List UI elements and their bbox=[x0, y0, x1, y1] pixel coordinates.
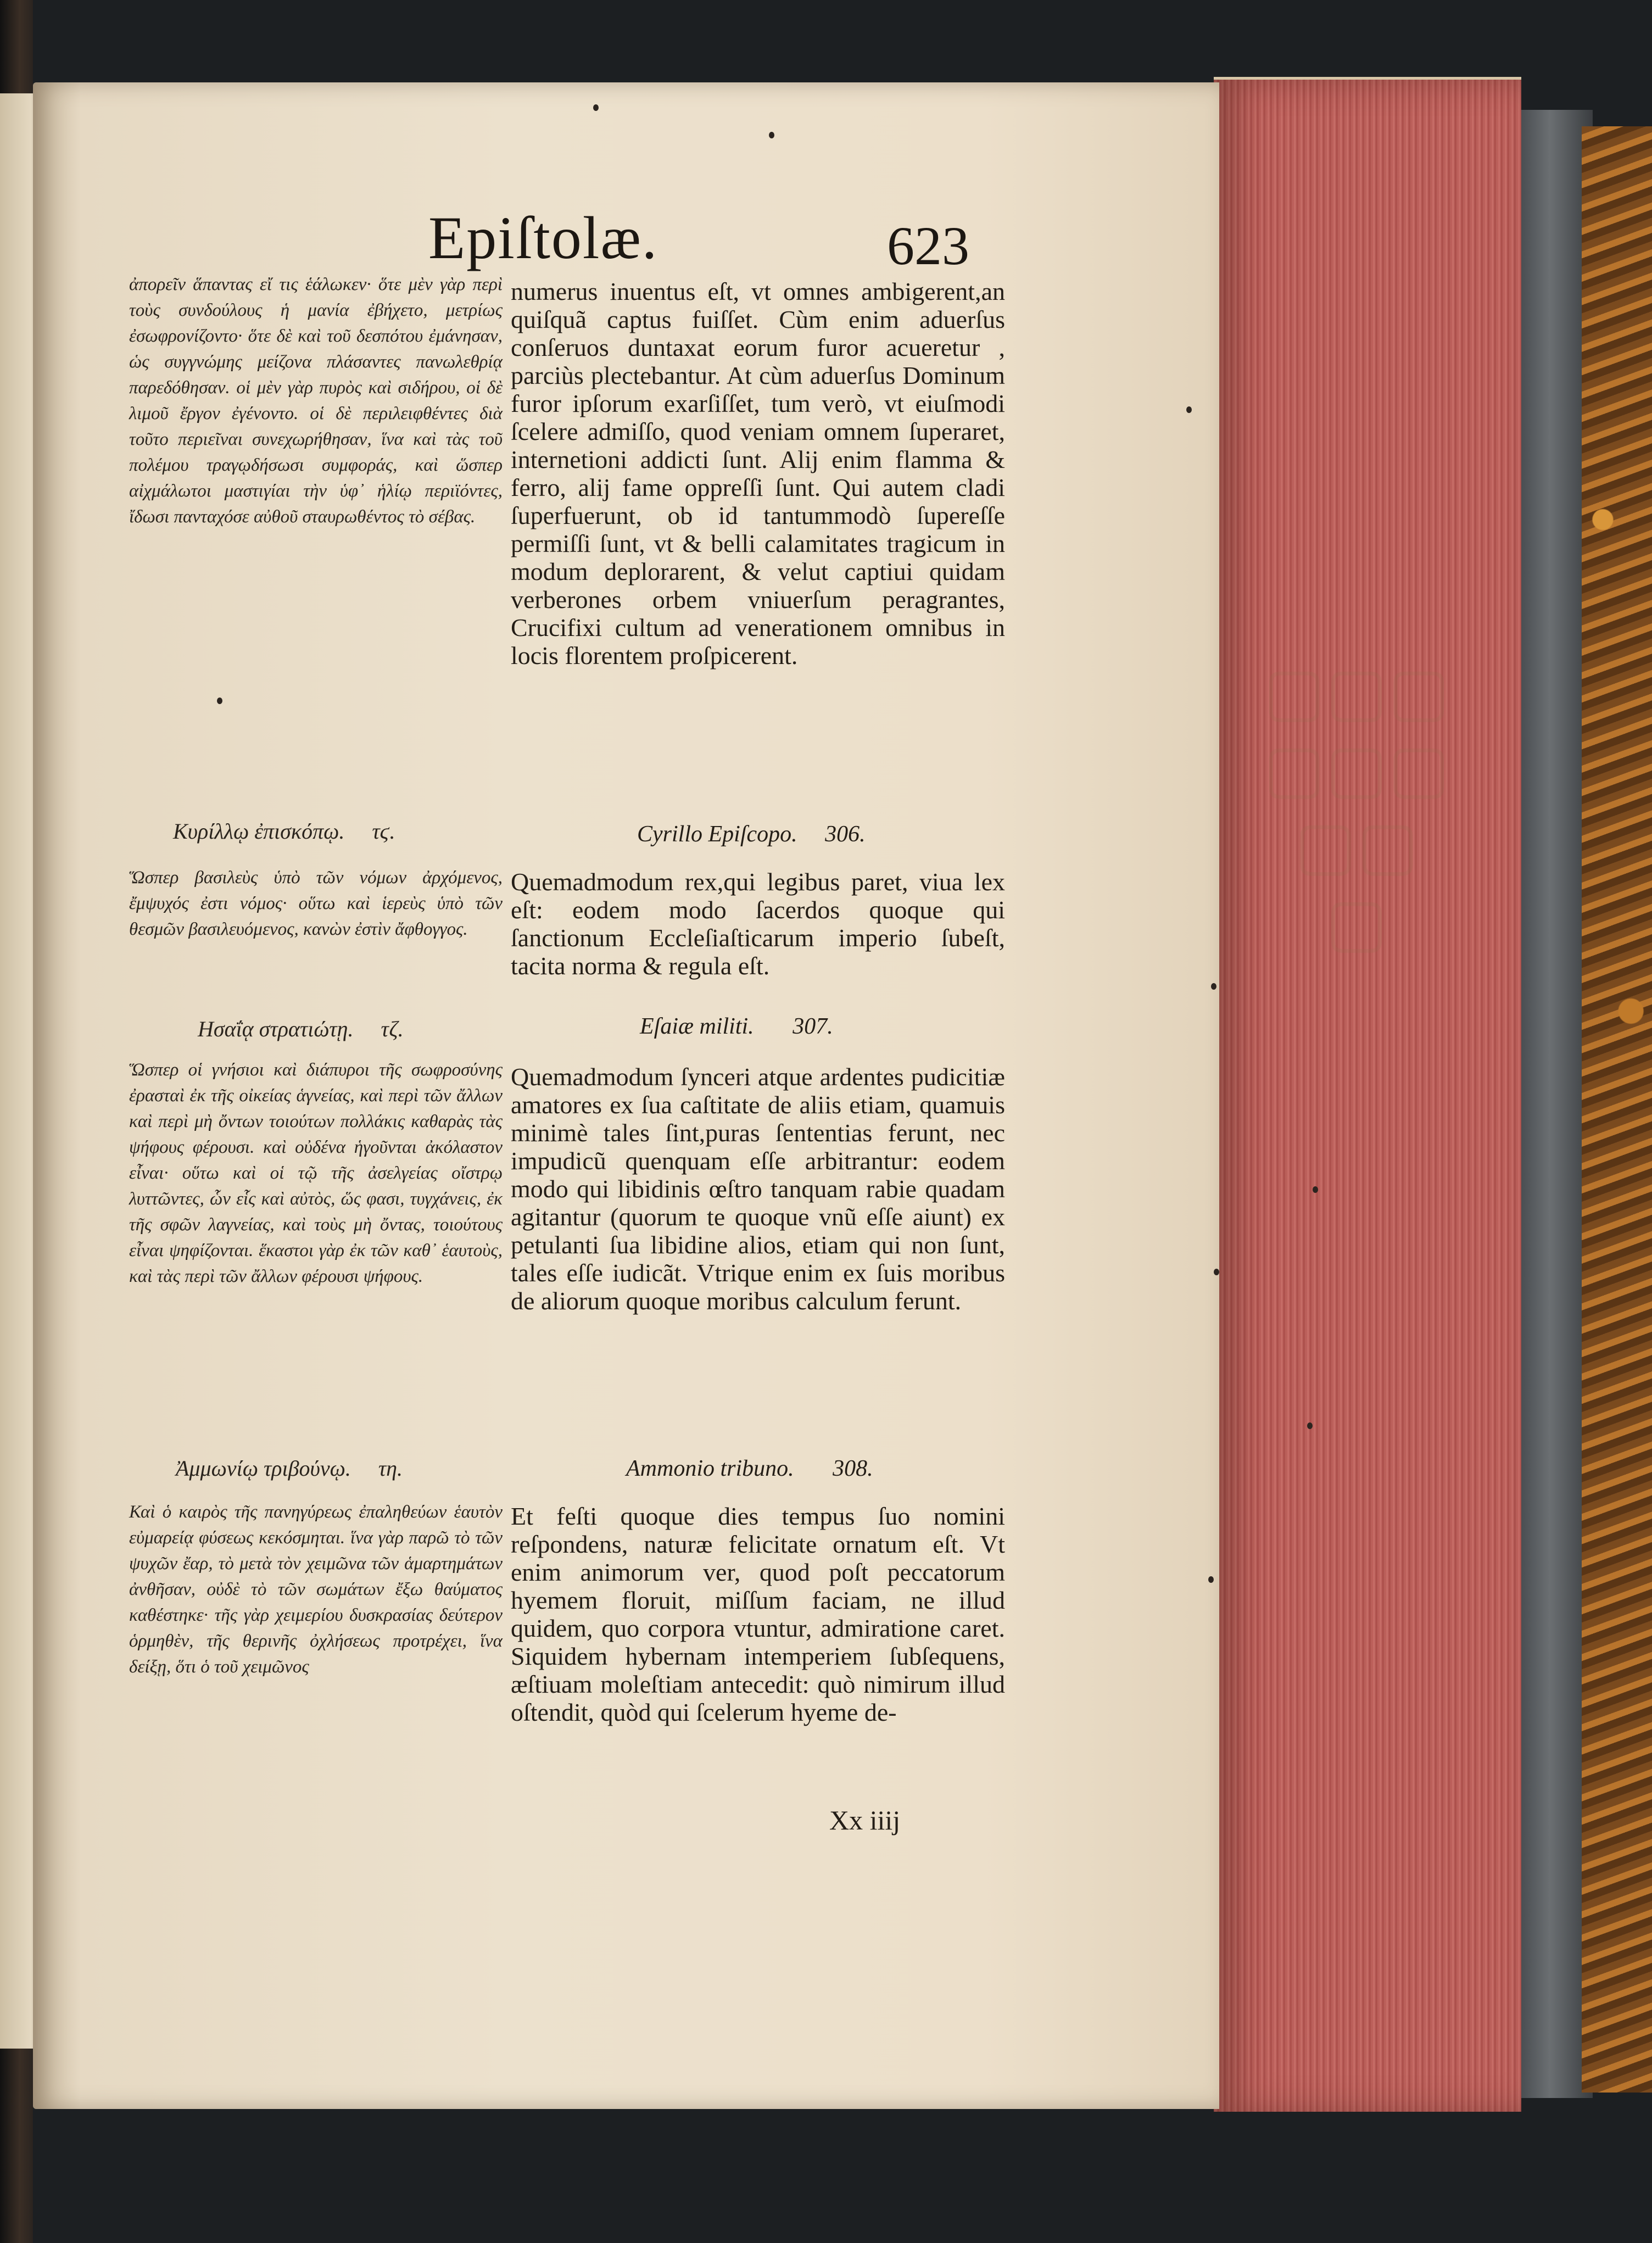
latin-letter-306-text: Quemadmodum rex,qui legibus paret, viua lex eſt: eodem modo ſacerdos quoque qui ſanctionum Eccleſiaſticarum imperio ſubeſt, tacita norma & regula eſt. bbox=[511, 868, 1005, 980]
greek-letter-307-heading bbox=[198, 1016, 404, 1042]
marbled-cover bbox=[1582, 126, 1652, 2093]
greek-letter-307-number: τζ. bbox=[381, 1017, 404, 1041]
greek-letter-308-heading bbox=[176, 1455, 403, 1481]
wormhole bbox=[1208, 1576, 1214, 1583]
wormhole bbox=[1214, 1269, 1219, 1275]
greek-letter-308-text: Καὶ ὁ καιρὸς τῆς πανηγύρεως ἐπαληθεύων ἑαυτὸν εὐμαρείᾳ φύσεως κεκόσμηται. ἵνα γὰρ παρῶ τὸ τῶν ψυχῶν ἔαρ, τὸ μετὰ τὸν χειμῶνα τῶν ἁμαρτημάτων ἀνθῆσαν, οὐδὲ τὸ τῶν σωμάτων ἔξω θαύματος καθέστηκε· τῆς γὰρ χειμερίου δυσκρασίας δεύτερον ὁρμηθὲν, τῆς θερινῆς ὀχλήσεως προτρέχει, ἵνα δείξῃ, ὅτι ὁ τοῦ χειμῶνος bbox=[129, 1502, 503, 1677]
greek-letter-306-heading bbox=[173, 818, 395, 844]
latin-letter-307-number: 307. bbox=[792, 1014, 833, 1039]
latin-letter-307-heading bbox=[640, 1013, 833, 1040]
wormhole bbox=[1211, 983, 1216, 990]
page-number: 623 bbox=[887, 215, 969, 276]
greek-letter-306-title: Κυρίλλῳ ἐπισκόπῳ. bbox=[173, 819, 345, 844]
wormhole bbox=[1307, 1422, 1313, 1429]
latin-letter-308-number: 308. bbox=[833, 1456, 873, 1481]
latin-letter-307-text: Quemadmodum ſynceri atque ardentes pudicitiæ amatores ex ſua caſtitate de aliis etiam, quamuis minimè tales ſint,puras ſententias ferunt, nec impudicũ quenquam eſſe arbitrantur: eodem modo qui libidinis œſtro tanquam rabie quadam agitantur (quorum te quoque vnũ eſſe aiunt) ex petulanti ſua libidine alios, etiam qui non ſunt, tales eſſe iudicãt. Vtrique enim ex ſuis moribus de aliorum quoque moribus calculum ferunt. bbox=[511, 1063, 1005, 1315]
latin-letter-307-title: Eſaiæ militi. bbox=[640, 1014, 754, 1039]
latin-intro-text: numerus inuentus eſt, vt omnes ambigerent,an quiſquã captus fuiſſet. Cùm enim aduerſus conſeruos duntaxat eorum furor acueretur , parciùs plectebantur. At cùm aduerſus Dominum furor ipſorum exarſiſſet, tum verò, vt eiuſmodi ſcelere admiſſo, quod veniam omnem ſuperaret, internetioni addicti ſunt. Alij enim flamma & ferro, alij fame oppreſſi ſunt. Qui autem cladi ſuperfuerunt, ob id tantummodò ſupereſſe permiſſi ſunt, vt & belli calamitates tragicum in modum deplorarent, & velut captiui quidam verberones orbem vniuerſum peragrantes, Crucifixi cultum ad venerationem omnibus in locis florentem proſpicerent. bbox=[511, 277, 1005, 669]
wormhole bbox=[769, 132, 774, 138]
greek-intro-text: ἀπορεῖν ἅπαντας εἴ τις ἑάλωκεν· ὅτε μὲν γὰρ περὶ τοὺς συνδούλους ἡ μανία ἐβήχετο, μετρίως ἐσωφρονίζοντο· ὅτε δὲ καὶ τοῦ δεσπότου ἐμάνησαν, ὡς συγγνώμης μείζονα πλάσαντες πανωλεθρίᾳ παρεδόθησαν. οἱ μὲν γὰρ πυρὸς καὶ σιδήρου, οἱ δὲ λιμοῦ ἔργον ἐγένοντο. οἱ δὲ περιλειφθέντες διὰ τοῦτο περιεῖναι συνεχωρήθησαν, ἵνα καὶ τὰς τοῦ πολέμου τραγῳδήσωσι συμφοράς, καὶ ὥσπερ αἰχμάλωτοι μαστιγίαι τὴν ὑφ᾽ ἡλίῳ περιϊόντες, ἴδωσι πανταχόσε αὐθοῦ σταυρωθέντος τὸ σέβας. bbox=[129, 275, 503, 527]
wormhole bbox=[1313, 1186, 1318, 1193]
red-fore-edge bbox=[1214, 80, 1521, 2112]
latin-letter-306-title: Cyrillo Epiſcopo. bbox=[637, 822, 797, 847]
latin-letter-308-text: Et feſti quoque dies tempus ſuo nomini reſpondens, naturæ felicitate ornatum eſt. Vt enim animorum ver, quod poſt peccatorum hyemem floruit, miſſum faciam, ne illud quidem, quo corpora vtuntur, admiratione caret. Siquidem hybernam intemperiem ſubſequens, æſtiuam moleſtiam antecedit: quò nimirum illud oſtendit, quòd qui ſcelerum hyeme de- bbox=[511, 1502, 1005, 1726]
greek-letter-306-text: Ὥσπερ βασιλεὺς ὑπὸ τῶν νόμων ἀρχόμενος, ἔμψυχός ἐστι νόμος· οὕτω καὶ ἱερεὺς ὑπὸ τῶν θεσμῶν βασιλευόμενος, κανὼν ἐστὶν ἄφθογγος. bbox=[129, 868, 503, 939]
wormhole bbox=[593, 104, 599, 111]
running-head: Epiſtolæ. bbox=[428, 204, 658, 271]
greek-letter-306-number: τϛ. bbox=[372, 819, 395, 844]
latin-letter-308-heading bbox=[626, 1455, 873, 1482]
wormhole bbox=[1186, 406, 1192, 413]
latin-letter-306-number: 306. bbox=[825, 822, 866, 847]
greek-letter-307-text: Ὥσπερ οἱ γνήσιοι καὶ διάπυροι τῆς σωφροσύνης ἐρασταὶ ἐκ τῆς οἰκείας ἁγνείας, καὶ περὶ τῶν ἄλλων καὶ περὶ μὴ ὄντων τοιούτων πολλάκις καθαρὰς τὰς ψήφους φέρουσι. καὶ οὐδένα ἡγοῦνται ἀκόλαστον εἶναι· οὕτω καὶ οἱ τῷ τῆς ἀσελγείας οἴστρῳ λυττῶντες, ὧν εἷς καὶ αὐτὸς, ὥς φασι, τυγχάνεις, ἐκ τῆς σφῶν λαγνείας, καὶ τοὺς μὴ ὄντας, τοιούτους εἶναι ψηφίζονται. ἕκαστοι γὰρ ἐκ τῶν καθ᾽ ἑαυτοὺς, καὶ τὰς περὶ τῶν ἄλλων φέρουσι ψήφους. bbox=[129, 1060, 503, 1286]
signature-mark: Xx iiij bbox=[829, 1805, 901, 1835]
latin-letter-308-title: Ammonio tribuno. bbox=[626, 1456, 794, 1481]
wormhole bbox=[217, 698, 222, 704]
greek-letter-308-number: τη. bbox=[378, 1456, 403, 1481]
greek-letter-307-title: Ησαΐᾳ στρατιώτῃ. bbox=[198, 1017, 354, 1041]
latin-letter-306-heading bbox=[637, 821, 866, 847]
bleed-through-stamp: ▢▢▢ ▢▢▢ ▢▢ ▢ bbox=[1263, 655, 1450, 959]
greek-letter-308-title: Ἀμμωνίῳ τριβούνῳ. bbox=[176, 1456, 351, 1481]
